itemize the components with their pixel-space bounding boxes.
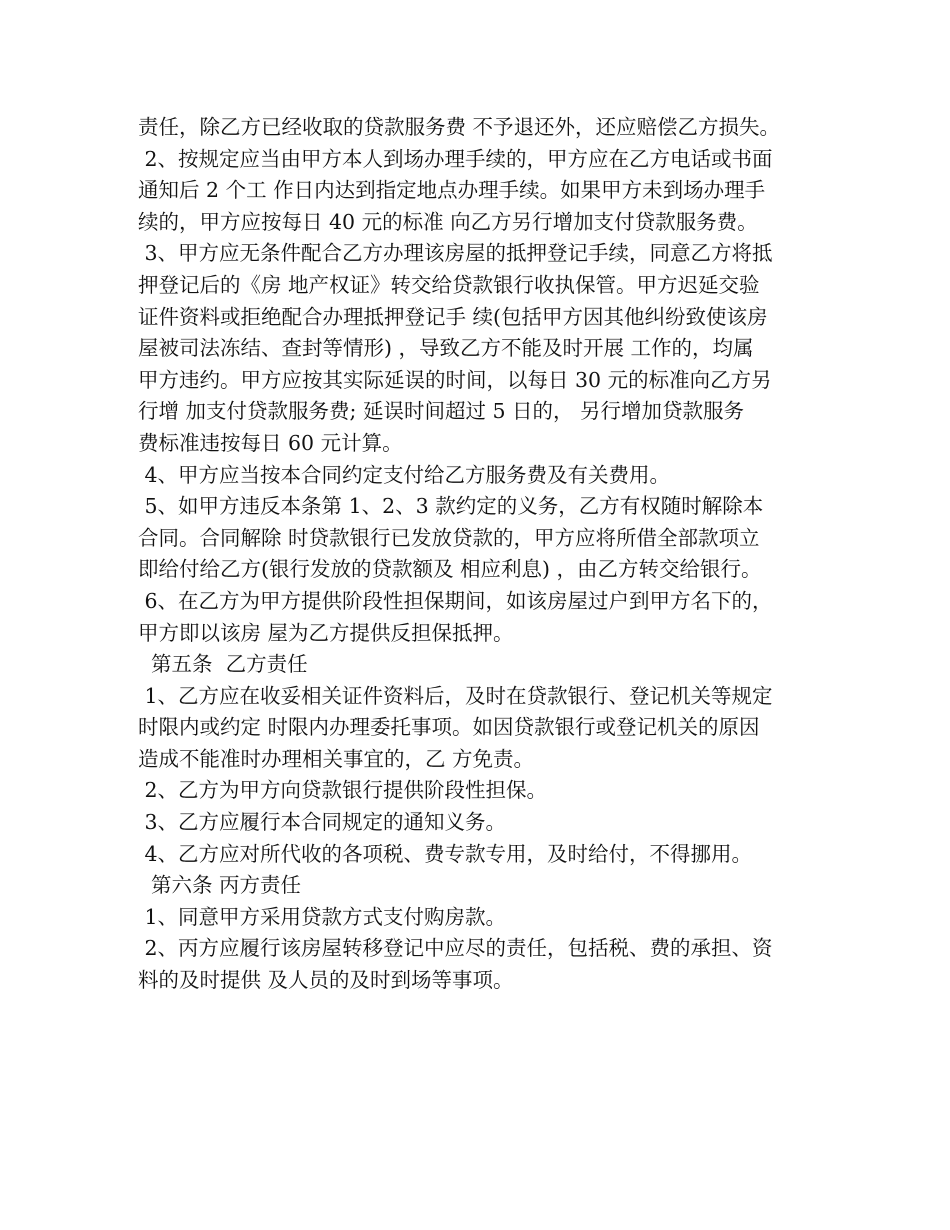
text-line: 通知后 2 个工 作日内达到指定地点办理手续。如果甲方未到场办理手 bbox=[138, 178, 766, 203]
text-line: 1、同意甲方采用贷款方式支付购房款。 bbox=[138, 904, 507, 929]
text-line: 屋被司法冻结、查封等情形) ，导致乙方不能及时开展 工作的，均属 bbox=[138, 336, 754, 361]
text-line: 行增 加支付贷款服务费; 延误时间超过 5 日的， 另行增加贷款服务 bbox=[138, 399, 745, 424]
text-line: 2、丙方应履行该房屋转移登记中应尽的责任，包括税、费的承担、资 bbox=[138, 936, 773, 961]
text-line: 押登记后的《房 地产权证》转交给贷款银行收执保管。甲方迟延交验 bbox=[138, 272, 760, 297]
text-line: 甲方即以该房 屋为乙方提供反担保抵押。 bbox=[138, 620, 514, 645]
section-heading: 第六条 丙方责任 bbox=[138, 873, 302, 898]
text-line: 4、乙方应对所代收的各项税、费专款专用，及时给付，不得挪用。 bbox=[138, 841, 753, 866]
text-line: 费标准违按每日 60 元计算。 bbox=[138, 430, 403, 455]
text-line: 2、乙方为甲方向贷款银行提供阶段性担保。 bbox=[138, 778, 548, 803]
text-line: 3、甲方应无条件配合乙方办理该房屋的抵押登记手续，同意乙方将抵 bbox=[138, 241, 773, 266]
text-line: 1、乙方应在收妥相关证件资料后，及时在贷款银行、登记机关等规定 bbox=[138, 683, 773, 708]
text-line: 合同。合同解除 时贷款银行已发放贷款的，甲方应将所借全部款项立 bbox=[138, 525, 760, 550]
text-line: 3、乙方应履行本合同规定的通知义务。 bbox=[138, 810, 507, 835]
text-line: 5、如甲方违反本条第 1、2、3 款约定的义务，乙方有权随时解除本 bbox=[138, 494, 764, 519]
text-line: 料的及时提供 及人员的及时到场等事项。 bbox=[138, 968, 514, 993]
text-line: 即给付给乙方(银行发放的贷款额及 相应利息) ，由乙方转交给银行。 bbox=[138, 557, 762, 582]
text-line: 续的，甲方应按每日 40 元的标准 向乙方另行增加支付贷款服务费。 bbox=[138, 209, 758, 234]
text-line: 甲方违约。甲方应按其实际延误的时间，以每日 30 元的标准向乙方另 bbox=[138, 367, 772, 392]
text-line: 6、在乙方为甲方提供阶段性担保期间，如该房屋过户到甲方名下的， bbox=[138, 588, 773, 613]
text-line: 责任，除乙方已经收取的贷款服务费 不予退还外，还应赔偿乙方损失。 bbox=[138, 115, 781, 139]
text-line: 时限内或约定 时限内办理委托事项。如因贷款银行或登记机关的原因 bbox=[138, 715, 760, 740]
text-line: 造成不能准时办理相关事宜的，乙 方免责。 bbox=[138, 746, 535, 771]
section-heading: 第五条 乙方责任 bbox=[138, 652, 308, 677]
text-line: 2、按规定应当由甲方本人到场办理手续的，甲方应在乙方电话或书面 bbox=[138, 146, 773, 171]
text-line: 4、甲方应当按本合同约定支付给乙方服务费及有关费用。 bbox=[138, 462, 671, 487]
text-line: 证件资料或拒绝配合办理抵押登记手 续(包括甲方因其他纠纷致使该房 bbox=[138, 304, 768, 329]
document-page bbox=[138, 112, 814, 997]
